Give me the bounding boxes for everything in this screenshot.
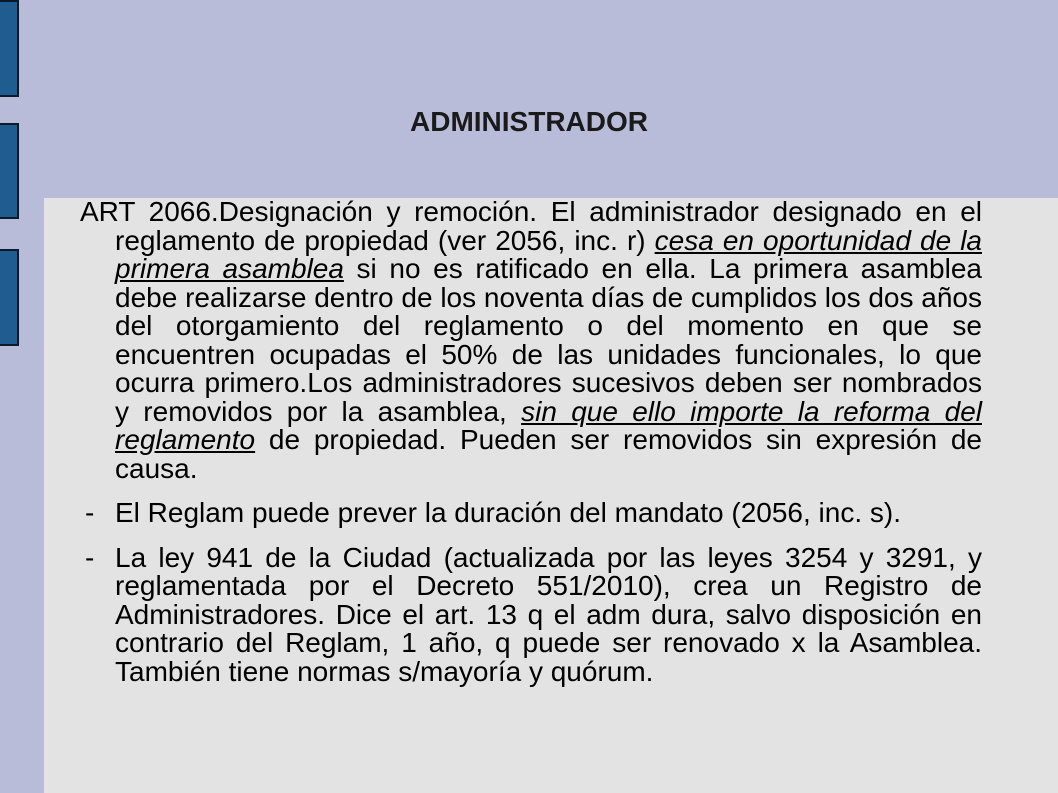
slide-title: ADMINISTRADOR	[410, 106, 648, 137]
article-underlined-text-2: sin que ello importe la reforma del reglamento	[115, 395, 982, 455]
bullet-item-mandate-duration	[80, 499, 982, 528]
decorative-side-bar-bottom	[0, 249, 19, 346]
bullet-marker: -	[85, 541, 95, 573]
article-text-part-2: si no es ratificado en ella. La primera asamblea debe realizarse dentro de los noventa días de cumplidos los dos años del otorgamiento del reglamento o del momento en que se encuentren ocupadas el 50% de las unidades funcionales, lo que ocurra primero.Los administradores sucesivos deben ser nombrados y removidos por la asamblea,	[115, 253, 982, 427]
bullet-marker: -	[85, 497, 95, 528]
article-underlined-text-1: cesa en oportunidad de la primera asamblea	[115, 224, 982, 284]
decorative-side-bar-top	[0, 0, 19, 97]
bullet-text: La ley 941 de la Ciudad (actualizada por las leyes 3254 y 3291, y reglamentada por el Decreto 551/2010), crea un Registro de Administradores. Dice el art. 13 q el adm dura, salvo disposición en contrario del Reglam, 1 año, q puede ser renovado x la Asamblea. También tiene normas s/mayoría y quórum.	[115, 541, 982, 687]
article-paragraph	[80, 198, 982, 483]
article-text-part-1: ART 2066.Designación y remoción. El administrador designado en el reglamento de propiedad (ver 2056, inc. r)	[80, 196, 982, 256]
bullet-text: El Reglam puede prever la duración del mandato (2056, inc. s).	[115, 497, 901, 528]
bullet-item-ley-941	[80, 541, 982, 687]
article-text-part-3: de propiedad. Pueden ser removidos sin expresión de causa.	[115, 424, 982, 484]
slide-body	[80, 198, 982, 686]
